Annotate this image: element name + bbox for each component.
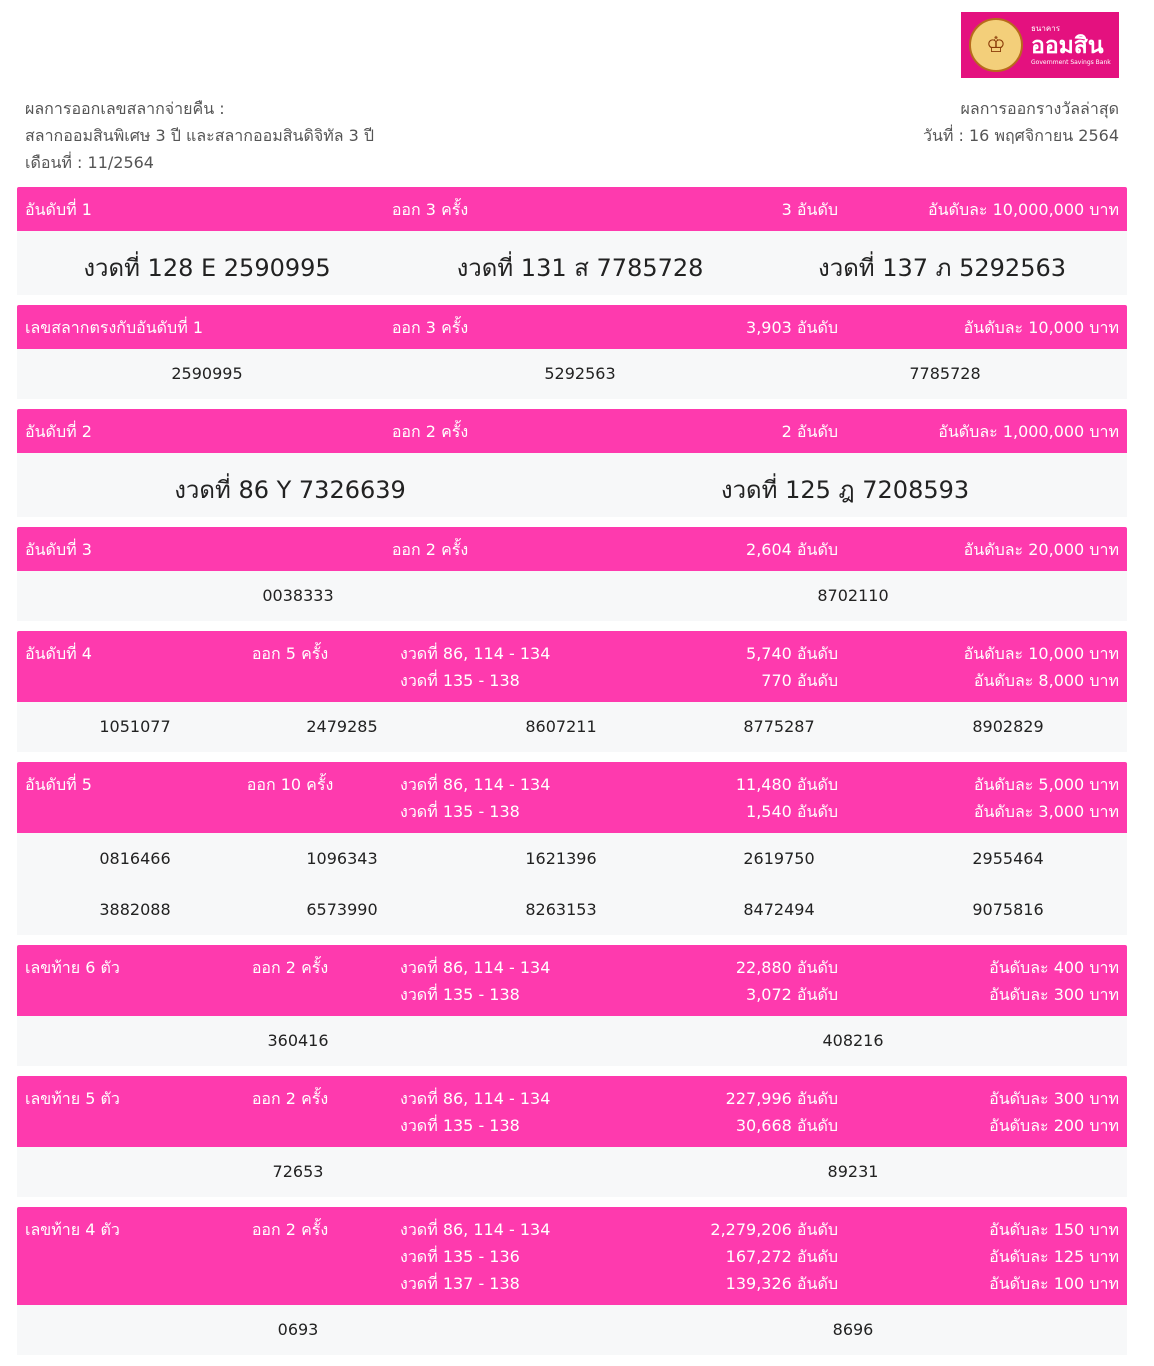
section-prize-count: 1,540 อันดับ bbox=[746, 802, 838, 821]
result-row bbox=[17, 1147, 1127, 1197]
section-prize-amount: อันดับละ 100 บาท bbox=[989, 1274, 1119, 1293]
section-header bbox=[17, 409, 1127, 453]
draw-info-title: ผลการออกเลขสลากจ่ายคืน : bbox=[25, 99, 225, 118]
section-prize-count: 3,903 อันดับ bbox=[746, 318, 838, 337]
draw-info-product: สลากออมสินพิเศษ 3 ปี และสลากออมสินดิจิทัล 3 ปี bbox=[25, 126, 375, 145]
winning-number: 8902829 bbox=[972, 717, 1044, 736]
section-prize-amount: อันดับละ 10,000 บาท bbox=[963, 644, 1119, 663]
section-prize-count: 227,996 อันดับ bbox=[725, 1089, 838, 1108]
winning-number: 8775287 bbox=[743, 717, 815, 736]
section-title: เลขท้าย 5 ตัว bbox=[25, 1089, 120, 1108]
section-draw-count: ออก 2 ครั้ง bbox=[251, 1089, 329, 1108]
result-row bbox=[17, 884, 1127, 935]
section-draw-count: ออก 5 ครั้ง bbox=[251, 644, 329, 663]
logo-main-text: ออมสิน bbox=[1031, 32, 1104, 59]
latest-result-title: ผลการออกรางวัลล่าสุด bbox=[960, 99, 1119, 118]
section-header bbox=[17, 1076, 1127, 1147]
result-row bbox=[17, 349, 1127, 399]
section-period: งวดที่ 137 - 138 bbox=[400, 1274, 520, 1293]
section-title: อันดับที่ 1 bbox=[25, 200, 92, 219]
draw-info bbox=[25, 95, 374, 176]
winning-number: 1096343 bbox=[306, 849, 378, 868]
prize-section bbox=[17, 631, 1127, 752]
gsb-logo[interactable] bbox=[961, 12, 1119, 78]
section-prize-count: 2 อันดับ bbox=[781, 422, 838, 441]
section-results bbox=[17, 349, 1127, 399]
section-period: งวดที่ 86, 114 - 134 bbox=[400, 958, 551, 977]
section-results bbox=[17, 833, 1127, 935]
section-prize-amount: อันดับละ 10,000 บาท bbox=[963, 318, 1119, 337]
winning-number: 2619750 bbox=[743, 849, 815, 868]
section-prize-count: 5,740 อันดับ bbox=[746, 644, 838, 663]
seal-icon: ♔ bbox=[969, 18, 1023, 72]
prize-sections bbox=[17, 187, 1127, 1365]
prize-section bbox=[17, 409, 1127, 517]
section-header bbox=[17, 527, 1127, 571]
section-draw-count: ออก 10 ครั้ง bbox=[246, 775, 334, 794]
result-row bbox=[17, 1016, 1127, 1066]
section-title: อันดับที่ 3 bbox=[25, 540, 92, 559]
result-row bbox=[17, 1305, 1127, 1355]
section-title: เลขสลากตรงกับอันดับที่ 1 bbox=[25, 318, 203, 337]
section-title: อันดับที่ 5 bbox=[25, 775, 92, 794]
section-prize-count: 3 อันดับ bbox=[781, 200, 838, 219]
section-prize-count: 770 อันดับ bbox=[761, 671, 838, 690]
draw-info-month: เดือนที่ : 11/2564 bbox=[25, 153, 154, 172]
section-period: งวดที่ 135 - 138 bbox=[400, 985, 520, 1004]
result-row bbox=[17, 453, 1127, 517]
winning-number: 1051077 bbox=[99, 717, 171, 736]
section-draw-count: ออก 3 ครั้ง bbox=[391, 200, 469, 219]
winning-number: 7785728 bbox=[909, 364, 981, 383]
winning-number: 2479285 bbox=[306, 717, 378, 736]
section-results bbox=[17, 1305, 1127, 1355]
section-title: อันดับที่ 4 bbox=[25, 644, 92, 663]
winning-number: 9075816 bbox=[972, 900, 1044, 919]
section-results bbox=[17, 1147, 1127, 1197]
section-period: งวดที่ 135 - 136 bbox=[400, 1247, 520, 1266]
section-period: งวดที่ 135 - 138 bbox=[400, 1116, 520, 1135]
logo-english-text: Government Savings Bank bbox=[1031, 58, 1111, 66]
prize-section bbox=[17, 945, 1127, 1066]
winning-draw-number: งวดที่ 125 ฎ 7208593 bbox=[720, 476, 970, 504]
section-prize-count: 3,072 อันดับ bbox=[746, 985, 838, 1004]
winning-number: 2955464 bbox=[972, 849, 1044, 868]
section-prize-amount: อันดับละ 3,000 บาท bbox=[973, 802, 1119, 821]
winning-number: 8472494 bbox=[743, 900, 815, 919]
section-header bbox=[17, 762, 1127, 833]
section-prize-amount: อันดับละ 200 บาท bbox=[989, 1116, 1119, 1135]
section-prize-count: 139,326 อันดับ bbox=[725, 1274, 838, 1293]
section-prize-amount: อันดับละ 125 บาท bbox=[989, 1247, 1119, 1266]
winning-number: 408216 bbox=[822, 1031, 884, 1050]
logo-small-text: ธนาคาร bbox=[1031, 23, 1060, 33]
result-row bbox=[17, 231, 1127, 295]
winning-number: 3882088 bbox=[99, 900, 171, 919]
prize-section bbox=[17, 527, 1127, 621]
section-prize-amount: อันดับละ 20,000 บาท bbox=[963, 540, 1119, 559]
winning-number: 360416 bbox=[267, 1031, 329, 1050]
winning-number: 0038333 bbox=[262, 586, 334, 605]
winning-number: 8702110 bbox=[817, 586, 889, 605]
section-prize-count: 22,880 อันดับ bbox=[735, 958, 838, 977]
section-period: งวดที่ 86, 114 - 134 bbox=[400, 1089, 551, 1108]
winning-number: 89231 bbox=[827, 1162, 879, 1181]
winning-draw-number: งวดที่ 131 ส 7785728 bbox=[456, 254, 704, 282]
winning-draw-number: งวดที่ 128 E 2590995 bbox=[83, 254, 331, 282]
winning-number: 8696 bbox=[832, 1320, 874, 1339]
section-prize-amount: อันดับละ 150 บาท bbox=[989, 1220, 1119, 1239]
prize-section bbox=[17, 1207, 1127, 1355]
result-row bbox=[17, 571, 1127, 621]
winning-number: 6573990 bbox=[306, 900, 378, 919]
section-header bbox=[17, 631, 1127, 702]
section-header bbox=[17, 305, 1127, 349]
section-draw-count: ออก 3 ครั้ง bbox=[391, 318, 469, 337]
section-prize-count: 2,279,206 อันดับ bbox=[710, 1220, 838, 1239]
section-draw-count: ออก 2 ครั้ง bbox=[391, 540, 469, 559]
latest-result-date: วันที่ : 16 พฤศจิกายน 2564 bbox=[922, 126, 1119, 145]
section-period: งวดที่ 86, 114 - 134 bbox=[400, 1220, 551, 1239]
section-header bbox=[17, 1207, 1127, 1305]
winning-number: 5292563 bbox=[544, 364, 616, 383]
prize-section bbox=[17, 762, 1127, 935]
section-prize-amount: อันดับละ 8,000 บาท bbox=[973, 671, 1119, 690]
section-header bbox=[17, 187, 1127, 231]
winning-draw-number: งวดที่ 137 ภ 5292563 bbox=[817, 254, 1067, 282]
latest-result-info bbox=[923, 95, 1119, 149]
logo-text bbox=[1031, 24, 1111, 67]
section-results bbox=[17, 453, 1127, 517]
prize-section bbox=[17, 1076, 1127, 1197]
winning-number: 72653 bbox=[272, 1162, 324, 1181]
result-row bbox=[17, 702, 1127, 752]
section-prize-amount: อันดับละ 400 บาท bbox=[989, 958, 1119, 977]
prize-section bbox=[17, 187, 1127, 295]
section-title: เลขท้าย 6 ตัว bbox=[25, 958, 120, 977]
section-period: งวดที่ 135 - 138 bbox=[400, 802, 520, 821]
section-prize-count: 30,668 อันดับ bbox=[735, 1116, 838, 1135]
winning-number: 2590995 bbox=[171, 364, 243, 383]
section-results bbox=[17, 571, 1127, 621]
section-prize-count: 167,272 อันดับ bbox=[725, 1247, 838, 1266]
section-results bbox=[17, 702, 1127, 752]
section-prize-amount: อันดับละ 1,000,000 บาท bbox=[938, 422, 1119, 441]
section-prize-amount: อันดับละ 10,000,000 บาท bbox=[928, 200, 1119, 219]
section-prize-amount: อันดับละ 300 บาท bbox=[989, 1089, 1119, 1108]
result-row bbox=[17, 833, 1127, 884]
section-prize-count: 2,604 อันดับ bbox=[746, 540, 838, 559]
section-results bbox=[17, 231, 1127, 295]
section-draw-count: ออก 2 ครั้ง bbox=[251, 958, 329, 977]
section-period: งวดที่ 86, 114 - 134 bbox=[400, 644, 551, 663]
section-prize-amount: อันดับละ 5,000 บาท bbox=[973, 775, 1119, 794]
section-period: งวดที่ 86, 114 - 134 bbox=[400, 775, 551, 794]
section-title: อันดับที่ 2 bbox=[25, 422, 92, 441]
section-header bbox=[17, 945, 1127, 1016]
winning-number: 0816466 bbox=[99, 849, 171, 868]
section-results bbox=[17, 1016, 1127, 1066]
section-title: เลขท้าย 4 ตัว bbox=[25, 1220, 120, 1239]
winning-draw-number: งวดที่ 86 Y 7326639 bbox=[174, 476, 406, 504]
section-draw-count: ออก 2 ครั้ง bbox=[391, 422, 469, 441]
section-prize-amount: อันดับละ 300 บาท bbox=[989, 985, 1119, 1004]
winning-number: 8263153 bbox=[525, 900, 597, 919]
winning-number: 8607211 bbox=[525, 717, 597, 736]
section-period: งวดที่ 135 - 138 bbox=[400, 671, 520, 690]
section-prize-count: 11,480 อันดับ bbox=[735, 775, 838, 794]
winning-number: 0693 bbox=[277, 1320, 319, 1339]
winning-number: 1621396 bbox=[525, 849, 597, 868]
section-draw-count: ออก 2 ครั้ง bbox=[251, 1220, 329, 1239]
prize-section bbox=[17, 305, 1127, 399]
